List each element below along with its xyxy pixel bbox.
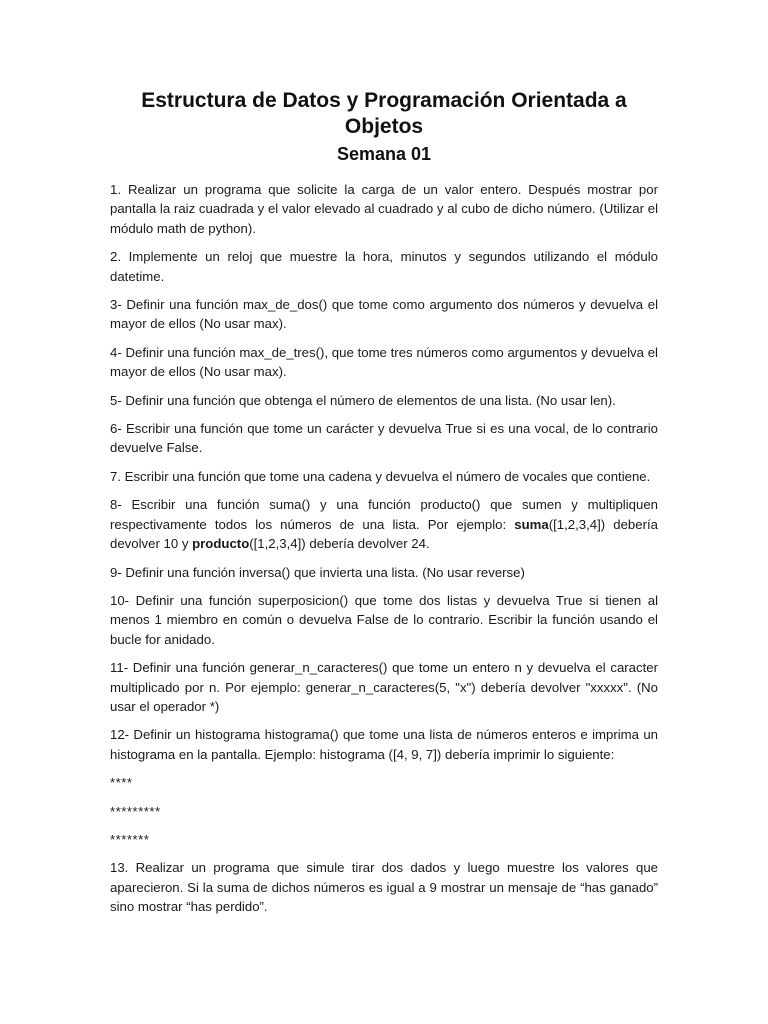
exercise-11: 11- Definir una función generar_n_caracteres() que tome un entero n y devuelva el caracter multiplicado por n. Por ejemplo: generar_n_caracteres(5, "x") debería devolver "xxxxx". (No usar el operador *) (110, 660, 658, 714)
exercise-5: 5- Definir una función que obtenga el número de elementos de una lista. (No usar len). (110, 392, 616, 408)
exercise-8-text-3: ([1,2,3,4]) debería devolver 24. (249, 536, 430, 552)
document-subtitle: Semana 01 (336, 144, 432, 164)
exercise-8-text-1: 8- Escribir una función suma() y una función producto() que sumen y multipliquen respectivamente todos los números de una lista. Por ejemplo: (110, 497, 658, 532)
document-title: Estructura de Datos y Programación Orientada a Objetos (141, 89, 627, 138)
exercise-8-bold-suma: suma (514, 516, 549, 532)
exercise-list (110, 180, 658, 917)
exercise-6: 6- Escribir una función que tome un carácter y devuelva True si es una vocal, de lo contrario devuelve False. (110, 421, 658, 456)
exercise-2: 2. Implemente un reloj que muestre la hora, minutos y segundos utilizando el módulo datetime. (110, 249, 658, 284)
exercise-8 (110, 495, 658, 553)
exercise-3: 3- Definir una función max_de_dos() que tome como argumento dos números y devuelva el mayor de ellos (No usar max). (110, 297, 658, 332)
exercise-8-text-2: ([1,2,3,4]) debería devolver 10 y (110, 516, 658, 552)
exercise-7: 7. Escribir una función que tome una cadena y devuelva el número de vocales que contiene. (110, 468, 651, 484)
histogram-line-3: ******* (110, 831, 150, 847)
exercise-9: 9- Definir una función inversa() que invierta una lista. (No usar reverse) (110, 564, 525, 580)
exercise-1: 1. Realizar un programa que solicite la carga de un valor entero. Después mostrar por pantalla la raiz cuadrada y el valor elevado al cuadrado y al cubo de dicho número. (Utilizar el módulo math de python). (110, 182, 658, 236)
exercise-8-bold-producto: producto (192, 536, 250, 552)
histogram-line-1: **** (110, 775, 133, 791)
exercise-12: 12- Definir un histograma histograma() que tome una lista de números enteros e imprima un histograma en la pantalla. Ejemplo: histograma ([4, 9, 7]) debería imprimir lo siguiente: (110, 727, 658, 762)
exercise-4: 4- Definir una función max_de_tres(), que tome tres números como argumentos y devuelva el mayor de ellos (No usar max). (110, 344, 658, 380)
exercise-13: 13. Realizar un programa que simule tirar dos dados y luego muestre los valores que aparecieron. Si la suma de dichos números es igual a 9 mostrar un mensaje de “has ganado” sino mostrar “has perdido”. (110, 860, 658, 915)
exercise-10: 10- Definir una función superposicion() que tome dos listas y devuelva True si tienen al menos 1 miembro en común o devuelva False de lo contrario. Escribir la función usando el bucle for anidado. (110, 592, 658, 647)
histogram-line-2: ********* (110, 803, 161, 819)
